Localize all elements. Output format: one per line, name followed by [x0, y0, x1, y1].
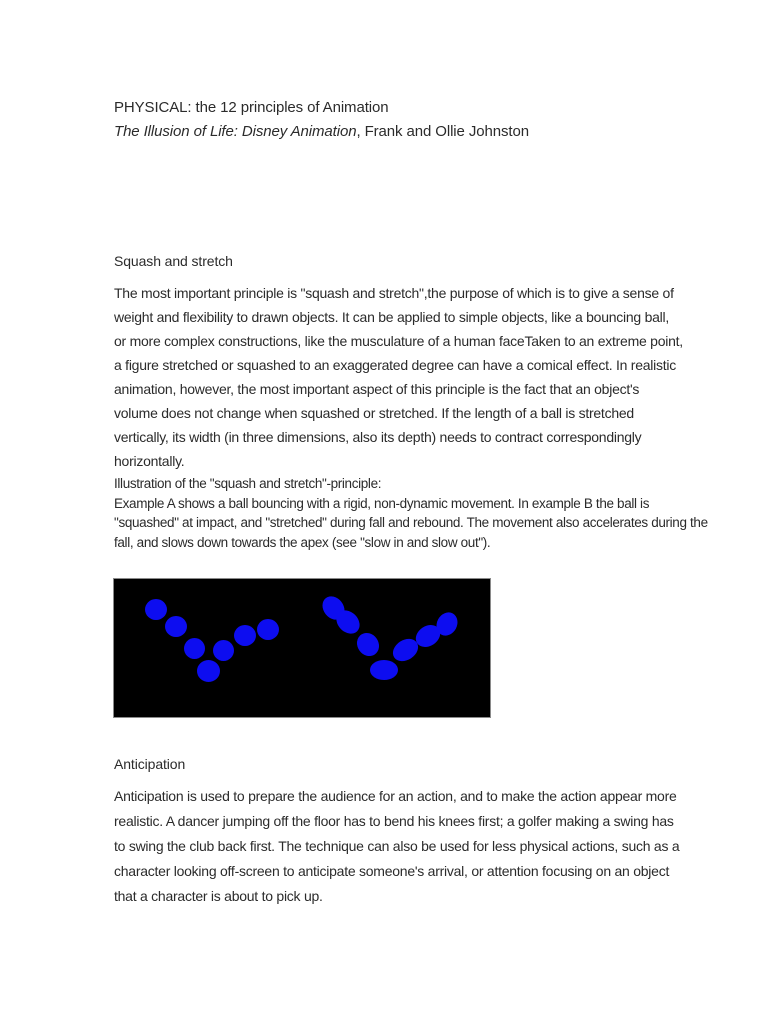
paragraph-line: Anticipation is used to prepare the audience for an action, and to make the action appear more	[114, 788, 677, 804]
paragraph-line: horizontally.	[114, 453, 185, 469]
illustration-caption	[114, 474, 708, 552]
paragraph-line: weight and flexibility to drawn objects. It can be applied to simple objects, like a bouncing ball,	[114, 309, 670, 325]
paragraph-line: or more complex constructions, like the musculature of a human faceTaken to an extreme point,	[114, 333, 683, 349]
example-a-rigid-bounce-dot	[213, 640, 234, 661]
caption-line: fall, and slows down towards the apex (see "slow in and slow out").	[114, 534, 491, 550]
paragraph-line: to swing the club back first. The technique can also be used for less physical actions, such as a	[114, 838, 680, 854]
paragraph-line: The most important principle is "squash and stretch",the purpose of which is to give a sense of	[114, 285, 674, 301]
document-subtitle	[114, 120, 529, 144]
caption-line: Example A shows a ball bouncing with a rigid, non-dynamic movement. In example B the ball is	[114, 495, 650, 511]
anticipation-heading: Anticipation	[114, 756, 186, 772]
squash-paragraph	[114, 281, 683, 473]
example-a-rigid-bounce-dot	[184, 638, 205, 659]
example-a-rigid-bounce-dot	[145, 599, 167, 620]
anticipation-paragraph	[114, 784, 679, 909]
paragraph-line: volume does not change when squashed or stretched. If the length of a ball is stretched	[114, 405, 634, 421]
example-a-rigid-bounce-dot	[197, 660, 220, 682]
paragraph-line: vertically, its width (in three dimensions, also its depth) needs to contract correspondingly	[114, 429, 642, 445]
example-a-rigid-bounce-dot	[257, 619, 279, 640]
squash-illustration	[113, 578, 491, 718]
example-b-squash-stretch-dot	[370, 660, 398, 680]
caption-line: "squashed" at impact, and "stretched" during fall and rebound. The movement also accelerates during the	[114, 515, 708, 530]
subtitle-authors: , Frank and Ollie Johnston	[356, 123, 529, 140]
paragraph-line: realistic. A dancer jumping off the floor has to bend his knees first; a golfer making a swing has	[114, 813, 674, 829]
paragraph-line: a figure stretched or squashed to an exaggerated degree can have a comical effect. In realistic	[114, 357, 677, 373]
squash-and-stretch-heading: Squash and stretch	[114, 253, 233, 269]
subtitle-book-title: The Illusion of Life: Disney Animation	[114, 123, 357, 140]
caption-line: Illustration of the "squash and stretch"-principle:	[114, 476, 382, 491]
paragraph-line: character looking off-screen to anticipate someone's arrival, or attention focusing on an object	[114, 863, 670, 879]
example-a-rigid-bounce-dot	[234, 625, 256, 646]
example-a-rigid-bounce-dot	[165, 616, 187, 637]
example-b-squash-stretch-dot	[353, 628, 384, 660]
document-title: PHYSICAL: the 12 principles of Animation	[114, 99, 389, 116]
paragraph-line: animation, however, the most important aspect of this principle is the fact that an object's	[114, 381, 640, 397]
paragraph-line: that a character is about to pick up.	[114, 888, 323, 904]
